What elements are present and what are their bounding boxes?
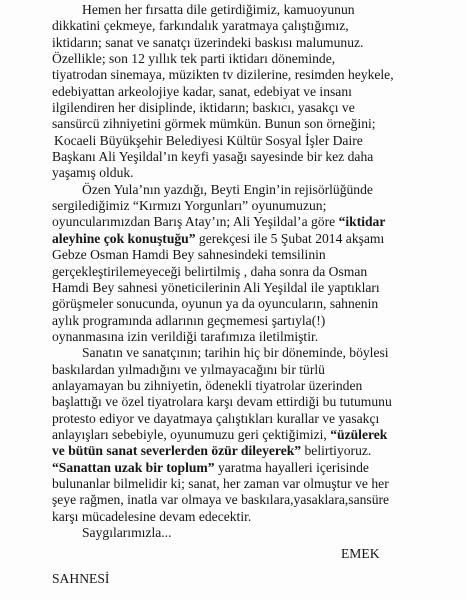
text-line — [52, 182, 462, 198]
text-segment: başlattığı ve özel tiyatrolara karşı devam ettirdiği bu tutumunu — [52, 394, 392, 410]
text-line — [52, 149, 462, 165]
text-line — [52, 51, 462, 67]
text-segment: Özen Yula’nın yazdığı, Beyti Engin’in rejisörlüğünde — [82, 181, 373, 197]
signature-emek: EMEK — [341, 546, 380, 561]
text-line — [52, 345, 462, 361]
text-segment: ilgilendiren her disiplinde, iktidarın; baskıcı, yasakçı ve — [52, 100, 355, 116]
text-line — [52, 394, 462, 410]
text-line — [52, 165, 462, 181]
text-segment: yaşamış olduk. — [52, 165, 134, 181]
signature-sahnesi: SAHNESİ — [52, 571, 110, 586]
text-line — [52, 492, 462, 508]
text-line — [52, 264, 462, 280]
text-segment: anlayışları sebebiyle, oyunumuzu geri çektiğimizi, — [52, 426, 331, 442]
text-segment: Özellikle; son 12 yıllık tek parti iktidarı döneminde, — [52, 51, 336, 67]
text-line — [52, 100, 462, 116]
text-segment: oynanmasına izin verildiği tarafımıza iletilmiştir. — [52, 328, 319, 344]
text-line — [52, 443, 462, 459]
text-line — [52, 84, 462, 100]
text-line — [52, 411, 462, 427]
text-segment: tiyatrodan sinemaya, müzikten tv dizilerine, resimden heykele, — [52, 67, 394, 83]
text-segment: bulunanlar bilmelidir ki; sanat, her zaman var olmuştur ve her — [52, 475, 389, 491]
text-line — [52, 476, 462, 492]
text-segment: görüşmeler sonucunda, oyunun ya da oyuncuların, sahnenin — [52, 296, 379, 312]
text-segment: Kocaeli Büyükşehir Belediyesi Kültür Sosyal İşler Daire — [54, 132, 363, 148]
text-line — [52, 198, 462, 214]
bold-text: aleyhine çok konuştuğu” — [52, 230, 196, 246]
text-segment: Başkanı Ali Yeşildal’ın keyfi yasağı sayesinde bir kez daha — [52, 149, 374, 165]
text-segment: gerekçesi ile 5 Şubat 2014 akşamı — [195, 230, 385, 246]
text-segment: protesto ediyor ve dayatmaya çalıştıkları kurallar ve yasakçı — [52, 410, 380, 426]
text-segment: belirtiyoruz. — [301, 443, 372, 459]
bold-text: “iktidar — [338, 214, 386, 230]
text-line — [52, 313, 462, 329]
letter-body — [52, 2, 462, 541]
text-line — [52, 427, 462, 443]
text-segment: sansürcü zihniyetini görmek mümkün. Bunun son örneğini; — [52, 116, 376, 132]
text-line — [52, 2, 462, 18]
text-line — [52, 133, 462, 149]
text-line — [52, 525, 462, 541]
bold-text: “Sanattan uzak bir toplum” — [52, 459, 215, 475]
text-line — [52, 247, 462, 263]
text-segment: dikkatini çekmeye, farkındalık yaratmaya çalıştığımız, — [52, 18, 349, 34]
text-segment: Sanatın ve sanatçının; tarihin hiç bir döneminde, böylesi — [82, 345, 389, 361]
text-segment: Saygılarımızla... — [82, 525, 172, 540]
text-segment: iktidarın; sanat ve sanatçı üzerindeki baskısı malumunuz. — [52, 34, 364, 50]
text-segment: aylık programında adlarının geçmemesi şartıyla(!) — [52, 312, 326, 328]
text-line — [52, 280, 462, 296]
text-line — [52, 214, 462, 230]
text-line — [52, 35, 462, 51]
text-line — [52, 378, 462, 394]
text-line — [52, 509, 462, 525]
text-line — [52, 362, 462, 378]
bold-text: ve bütün sanat severlerden özür dileyerek” — [52, 443, 302, 459]
text-line — [52, 329, 462, 345]
text-segment: yaratma hayalleri içerisinde — [214, 459, 369, 475]
bold-text: “üzülerek — [330, 426, 388, 442]
text-segment: gerçekleştirilemeyeceği belirtilmiş , daha sonra da Osman — [52, 263, 368, 279]
text-line — [52, 18, 462, 34]
text-segment: Hemen her fırsatta dile getirdiğimiz, kamuoyunun — [82, 2, 355, 17]
text-line — [52, 116, 462, 132]
text-segment: edebiyattan arkeolojiye kadar, sanat, edebiyat ve insanı — [52, 83, 352, 99]
text-line — [52, 231, 462, 247]
text-line — [52, 460, 462, 476]
text-segment: şeye rağmen, inatla var olmaya ve baskılara,yasaklara,sansüre — [52, 492, 390, 508]
text-segment: baskılardan yılmadığını ve yılmayacağını bir türlü — [52, 361, 325, 377]
text-line — [52, 67, 462, 83]
text-segment: Hamdi Bey sahnesi yöneticilerinin Ali Yeşildal ile yaptıkları — [52, 279, 380, 295]
text-segment: anlayamayan bu zihniyetin, ödenekli tiyatrolar üzerinden — [52, 377, 363, 393]
text-segment: karşı mücadelesine devam edecektir. — [52, 508, 252, 524]
text-line — [52, 296, 462, 312]
text-segment: Gebze Osman Hamdi Bey sahnesindeki temsilinin — [52, 247, 326, 263]
text-segment: oyuncularımızdan Barış Atay’ın; Ali Yeşildal’a göre — [52, 214, 339, 230]
text-segment: sergilediğimiz “Kırmızı Yorgunları” oyunumuzun; — [52, 198, 327, 214]
